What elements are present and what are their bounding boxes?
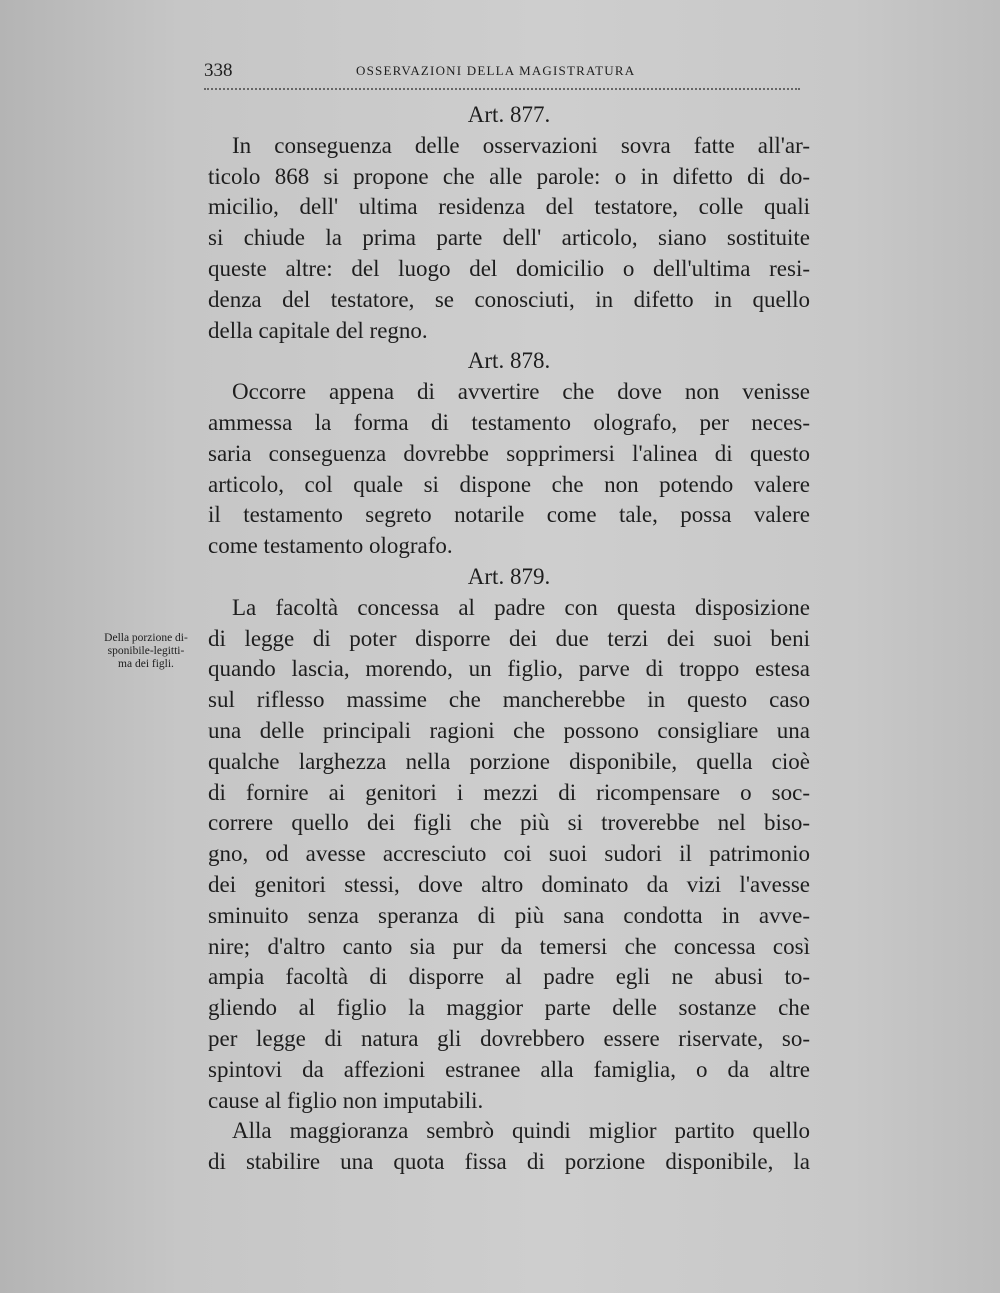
text-line: gno, od avesse accresciuto coi suoi sudori il patrimonio [208, 841, 810, 867]
text-line: di stabilire una quota fissa di porzione disponibile, la [208, 1149, 810, 1175]
text-line: dei genitori stessi, dove altro dominato da vizi l'avesse [208, 871, 810, 897]
text-line: Alla maggioranza sembrò quindi miglior partito quello [232, 1118, 810, 1144]
text-line: di legge di poter disporre dei due terzi dei suoi beni [208, 625, 810, 651]
text-line: gliendo al figlio la maggior parte delle sostanze che [208, 995, 810, 1021]
text-line: denza del testatore, se conosciuti, in difetto in quello [208, 286, 810, 312]
page-header [204, 60, 800, 90]
running-title: OSSERVAZIONI DELLA MAGISTRATURA [356, 63, 636, 78]
article-heading: Art. 878. [467, 348, 551, 374]
text-line: saria conseguenza dovrebbe sopprimersi l'alinea di questo [208, 440, 810, 466]
text-line: ammessa la forma di testamento olografo, per neces- [208, 409, 810, 435]
margin-note [86, 632, 206, 671]
text-line: una delle principali ragioni che possono consigliare una [208, 717, 810, 743]
article-paragraph [208, 593, 810, 1117]
text-line: quando lascia, morendo, un figlio, parve di troppo estesa [208, 656, 810, 682]
text-line: della capitale del regno. [208, 317, 428, 343]
margin-note-line: Della porzione di- [104, 632, 188, 644]
text-line: qualche larghezza nella porzione disponibile, quella cioè [208, 748, 810, 774]
text-line: correre quello dei figli che più si troverebbe nel biso- [208, 810, 810, 836]
text-line: si chiude la prima parte dell' articolo, siano sostituite [208, 225, 810, 251]
text-line: il testamento segreto notarile come tale, possa valere [208, 502, 810, 528]
text-line: di fornire ai genitori i mezzi di ricompensare o soc- [208, 779, 810, 805]
text-line: ticolo 868 si propone che alle parole: o in difetto di do- [208, 163, 810, 189]
text-line: La facoltà concessa al padre con questa disposizione [232, 594, 810, 620]
text-line: Occorre appena di avvertire che dove non venisse [232, 379, 810, 405]
text-line: come testamento olografo. [208, 533, 453, 559]
text-line: cause al figlio non imputabili. [208, 1087, 484, 1113]
text-line: ampia facoltà di disporre al padre egli ne abusi to- [208, 964, 810, 990]
article-heading: Art. 877. [467, 102, 551, 127]
article-paragraph [208, 1116, 810, 1178]
article-paragraph [208, 377, 810, 562]
page-number: 338 [204, 60, 233, 81]
text-line: spintovi da affezioni estranee alla famiglia, o da altre [208, 1056, 810, 1082]
text-line: queste altre: del luogo del domicilio o dell'ultima resi- [208, 255, 810, 281]
text-line: sminuito senza speranza di più sana condotta in avve- [208, 902, 810, 928]
margin-note-line: ma dei figli. [118, 658, 174, 670]
margin-note-line: sponibile-legitti- [107, 645, 185, 657]
article-paragraph [208, 131, 810, 347]
text-line: sul riflesso massime che mancherebbe in questo caso [208, 687, 810, 713]
body-text [208, 100, 810, 1178]
text-line: micilio, dell' ultima residenza del testatore, colle quali [208, 194, 810, 220]
article-heading: Art. 879. [467, 563, 551, 589]
text-line: per legge di natura gli dovrebbero essere riservate, so- [208, 1025, 810, 1051]
text-line: articolo, col quale si dispone che non potendo valere [208, 471, 810, 497]
text-line: nire; d'altro canto sia pur da temersi che concessa così [208, 933, 810, 959]
text-line: In conseguenza delle osservazioni sovra fatte all'ar- [232, 132, 810, 158]
